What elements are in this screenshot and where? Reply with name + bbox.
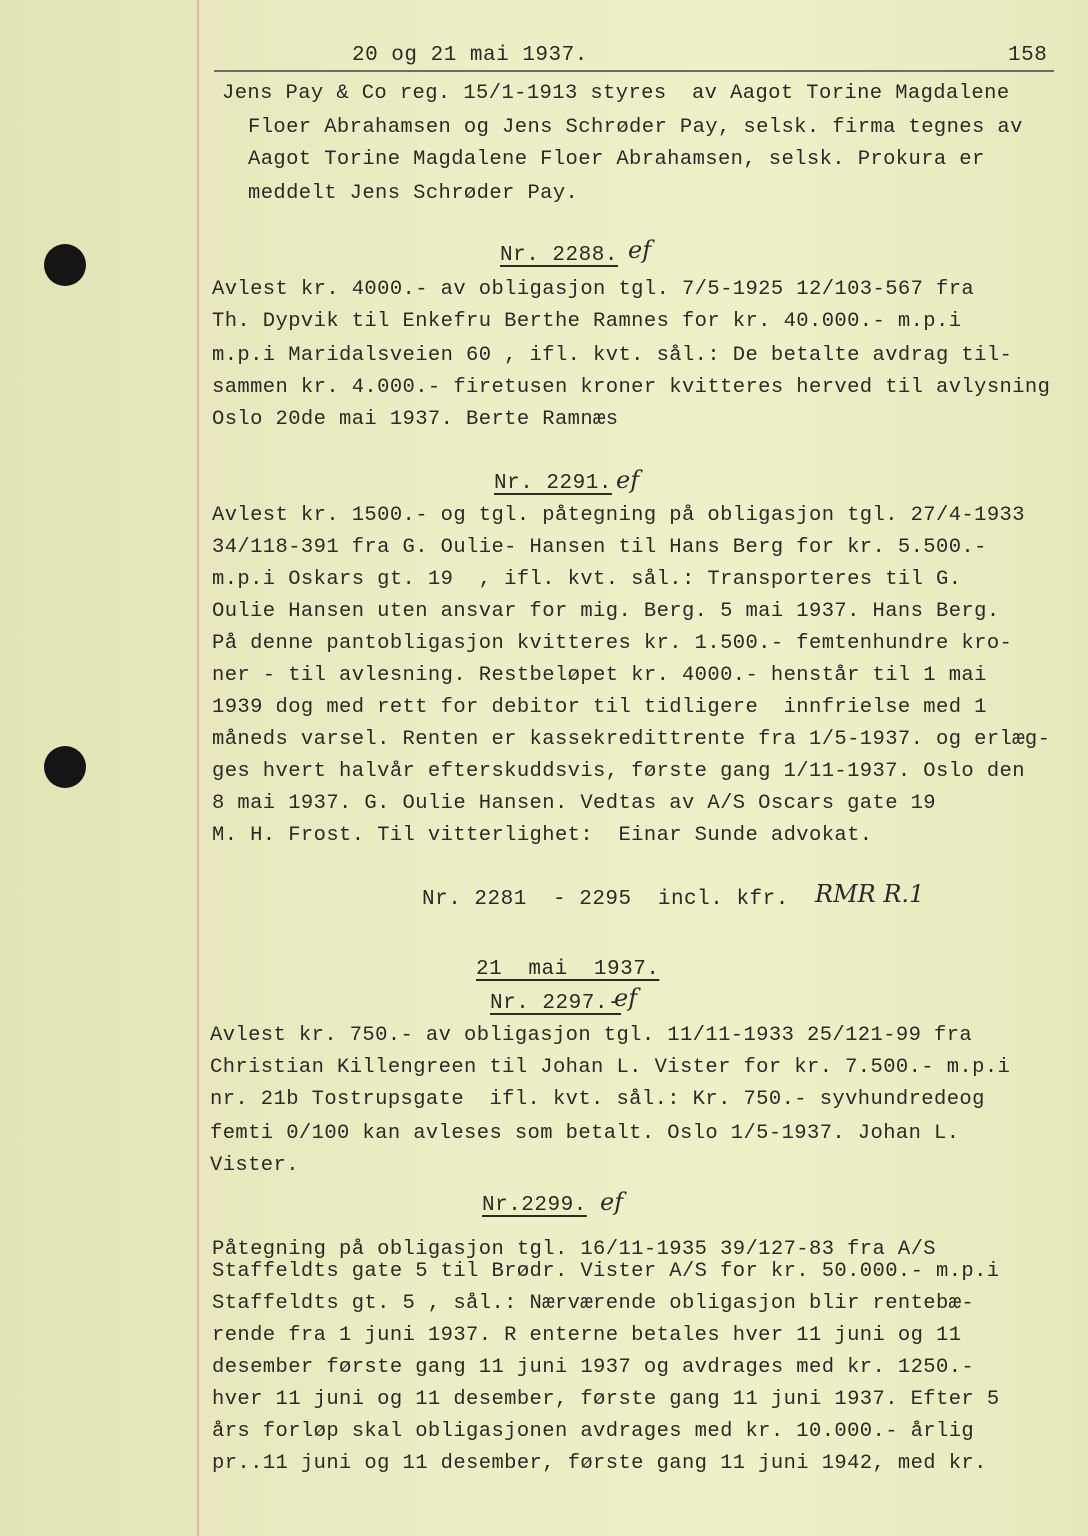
page-number: 158 [1008,44,1048,67]
entry-line: ges hvert halvår efterskuddsvis, første gang 1/11-1937. Oslo den [212,760,1025,783]
entry-line: nr. 21b Tostrupsgate ifl. kvt. sål.: Kr. 750.- syvhundredeog [210,1088,985,1111]
entry-line: m.p.i Oskars gt. 19 , ifl. kvt. sål.: Transporteres til G. [212,568,962,591]
entry-line: 1939 dog med rett for debitor til tidligere innfrielse med 1 [212,696,987,719]
entry-line: Th. Dypvik til Enkefru Berthe Ramnes for kr. 40.000.- m.p.i [212,310,962,333]
header-date: 20 og 21 mai 1937. [352,44,588,67]
entry-line: Staffeldts gate 5 til Brødr. Vister A/S for kr. 50.000.- m.p.i [212,1260,1000,1283]
entry-line: Avlest kr. 4000.- av obligasjon tgl. 7/5-1925 12/103-567 fra [212,278,975,301]
entry-heading: Nr. 2291. [494,472,612,495]
entry-line: Oslo 20de mai 1937. Berte Ramnæs [212,408,619,431]
entry-line: 34/118-391 fra G. Oulie- Hansen til Hans Berg for kr. 5.500.- [212,536,987,559]
initials: ef [614,984,638,1012]
entry-line: pr..11 juni og 11 desember, første gang 11 juni 1942, med kr. [212,1452,987,1475]
entry-heading: Nr.2299. [482,1194,587,1217]
initials: ef [616,466,640,494]
initials: ef [628,236,652,264]
entry-line: Floer Abrahamsen og Jens Schrøder Pay, selsk. firma tegnes av [248,116,1023,139]
entry-line: desember første gang 11 juni 1937 og avdrages med kr. 1250.- [212,1356,975,1379]
entry-line: 8 mai 1937. G. Oulie Hansen. Vedtas av A/S Oscars gate 19 [212,792,937,815]
entry-line: rende fra 1 juni 1937. R enterne betales hver 11 juni og 11 [212,1324,962,1347]
entry-line: Jens Pay & Co reg. 15/1-1913 styres av Aagot Torine Magdalene [222,82,1010,105]
entry-line: Vister. [210,1154,299,1177]
entry-line: ner - til avlesning. Restbeløpet kr. 4000.- henstår til 1 mai [212,664,987,687]
initials: ef [600,1188,624,1216]
entry-line: Oulie Hansen uten ansvar for mig. Berg. 5 mai 1937. Hans Berg. [212,600,1000,623]
entry-line: Avlest kr. 750.- av obligasjon tgl. 11/11-1933 25/121-99 fra [210,1024,973,1047]
entry-line: års forløp skal obligasjonen avdrages med kr. 10.000.- årlig [212,1420,975,1443]
entry-line: m.p.i Maridalsveien 60 , ifl. kvt. sål.: De betalte avdrag til- [212,344,1013,367]
entry-line: Avlest kr. 1500.- og tgl. påtegning på obligasjon tgl. 27/4-1933 [212,504,1025,527]
binder-hole-icon [44,244,86,286]
entry-line: sammen kr. 4.000.- firetusen kroner kvitteres herved til avlysning [212,376,1051,399]
date-heading: 21 mai 1937. [476,958,660,981]
header-rule [214,70,1054,72]
entry-heading: Nr. 2297.- [490,992,622,1015]
entry-line: Staffeldts gt. 5 , sål.: Nærværende obligasjon blir rentebæ- [212,1292,975,1315]
entry-line: Aagot Torine Magdalene Floer Abrahamsen, selsk. Prokura er [248,148,985,171]
entry-heading: Nr. 2288. [500,244,618,267]
binder-hole-icon [44,746,86,788]
entry-line: På denne pantobligasjon kvitteres kr. 1.500.- femtenhundre kro- [212,632,1013,655]
entry-line: Påtegning på obligasjon tgl. 16/11-1935 39/127-83 fra A/S [212,1238,937,1261]
entry-line: meddelt Jens Schrøder Pay. [248,182,579,205]
margin-line [197,0,199,1536]
entry-line: hver 11 juni og 11 desember, første gang 11 juni 1937. Efter 5 [212,1388,1000,1411]
entry-line: Christian Killengreen til Johan L. Vister for kr. 7.500.- m.p.i [210,1056,1011,1079]
entry-line: måneds varsel. Renten er kassekredittrente fra 1/5-1937. og erlæg- [212,728,1051,751]
entry-line: M. H. Frost. Til vitterlighet: Einar Sunde advokat. [212,824,873,847]
entry-line: femti 0/100 kan avleses som betalt. Oslo 1/5-1937. Johan L. [210,1122,960,1145]
summary-line: Nr. 2281 - 2295 incl. kfr. [422,888,789,911]
summary-signature: RMR R.1 [815,880,925,908]
